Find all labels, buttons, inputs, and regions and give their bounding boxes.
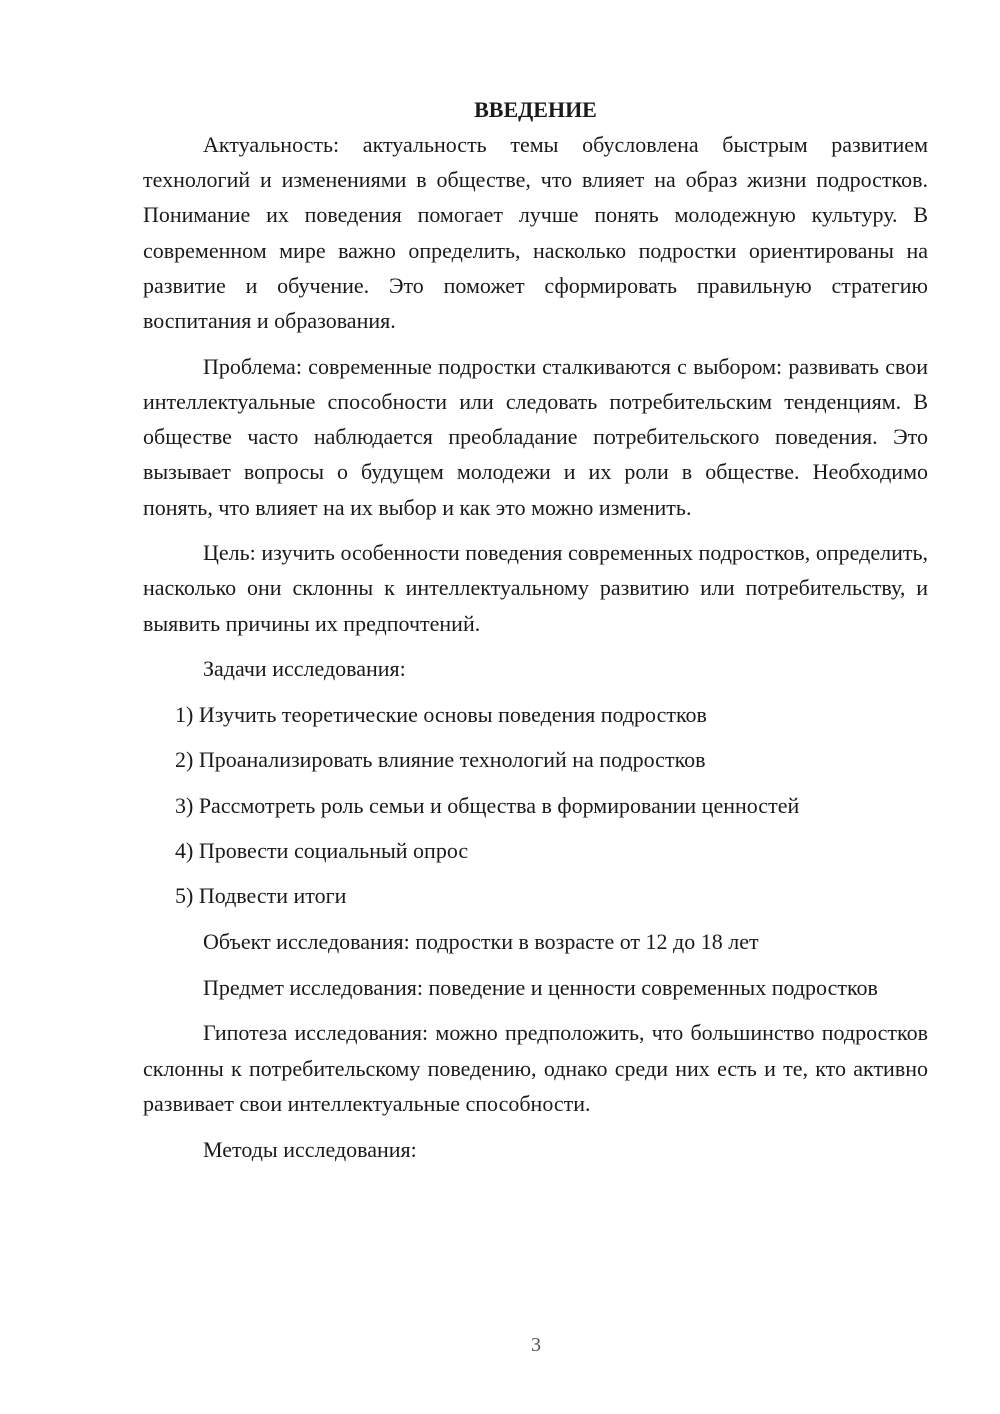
list-item-task-1: 1) Изучить теоретические основы поведения подростков <box>175 701 707 727</box>
paragraph-tasks-heading: Задачи исследования: <box>203 656 406 682</box>
paragraph-relevance: Актуальность: актуальность темы обусловлена быстрым развитием технологий и изменениями в обществе, что влияет на образ жизни подростков. Понимание их поведения помогает лучше понять молодежную культуру. В современном мире важно определить, насколько подростки ориентированы на развитие и обучение. Это поможет сформировать правильную стратегию воспитания и образования. <box>143 132 928 334</box>
list-item-task-5: 5) Подвести итоги <box>175 883 347 909</box>
paragraph-methods: Методы исследования: <box>203 1136 417 1162</box>
paragraph-object: Объект исследования: подростки в возрасте от 12 до 18 лет <box>203 929 759 954</box>
paragraph-problem: Проблема: современные подростки сталкиваются с выбором: развивать свои интеллектуальные способности или следовать потребительским тенденциям. В обществе часто наблюдается преобладание потребительского поведения. Это вызывает вопросы о будущем молодежи и их роли в обществе. Необходимо понять, что влияет на их выбор и как это можно изменить. <box>143 353 928 520</box>
page-number: 3 <box>531 1334 541 1356</box>
paragraph-goal: Цель: изучить особенности поведения современных подростков, определить, насколько они склонны к интеллектуальному развитию или потребительству, и выявить причины их предпочтений. <box>143 540 928 636</box>
paragraph-hypothesis: Гипотеза исследования: можно предположить, что большинство подростков склонны к потребительскому поведению, однако среди них есть и те, кто активно развивает свои интеллектуальные способности. <box>143 1020 928 1116</box>
document-page <box>143 92 928 1167</box>
list-item-task-4: 4) Провести социальный опрос <box>175 837 469 863</box>
page-title: ВВЕДЕНИЕ <box>474 97 597 122</box>
paragraph-subject: Предмет исследования: поведение и ценности современных подростков <box>203 974 878 1000</box>
list-item-task-3: 3) Рассмотреть роль семьи и общества в формировании ценностей <box>175 792 800 818</box>
list-item-task-2: 2) Проанализировать влияние технологий на подростков <box>175 747 706 773</box>
